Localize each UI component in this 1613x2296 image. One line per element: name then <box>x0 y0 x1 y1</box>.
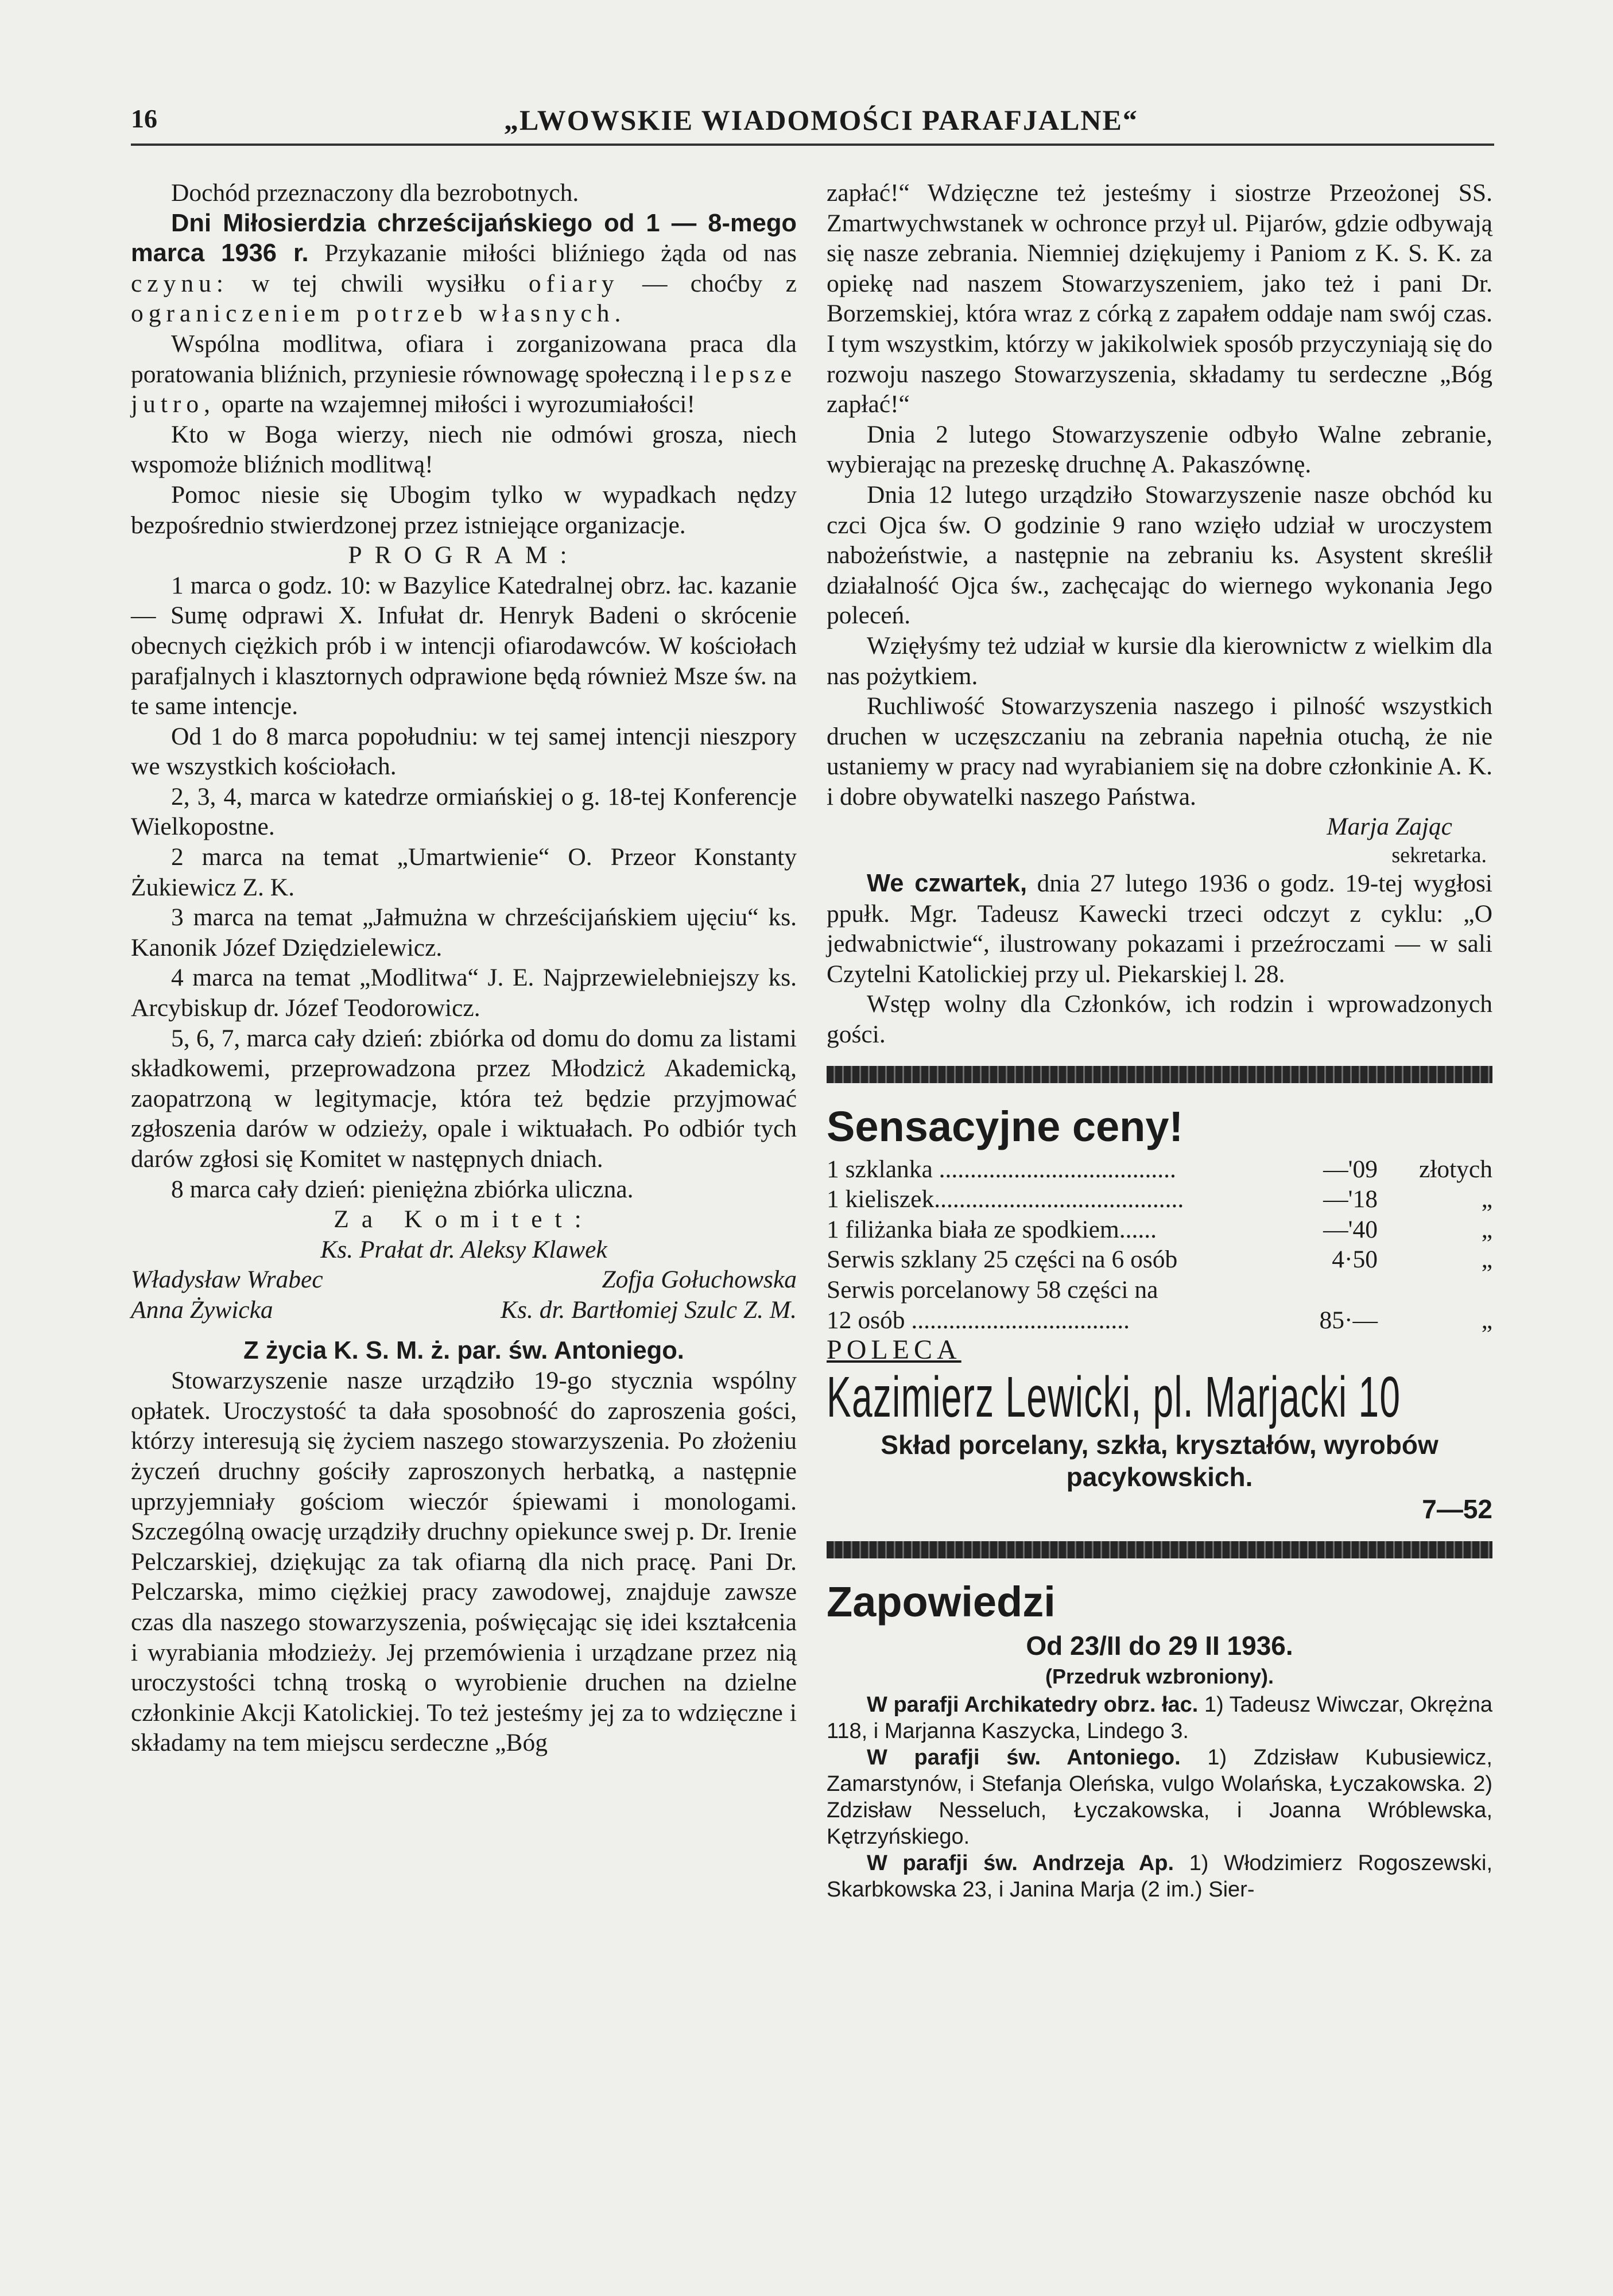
paragraph: Ruchliwość Stowarzyszenia naszego i pilność wszystkich druchen w uczęszczaniu na zebrania napełnia otuchą, że nie ustaniemy w pracy nad wyrabianiem się na dobre członkinie A. K. i dobre obywatelki naszego Państwa. <box>827 692 1492 810</box>
price-row <box>827 1305 1492 1336</box>
price-row <box>827 1275 1492 1305</box>
spaced-text: ofiary <box>528 269 619 297</box>
price-row <box>827 1184 1492 1215</box>
paragraph: Dnia 12 lutego urządziło Stowarzyszenie nasze obchód ku czci Ojca św. O godzinie 9 rano wzięło udział w uroczystem nabożeństwie, a następnie na zebraniu ks. Asystent skreślił działalność Ojca św., zachęcając do wiernego wykonania Jego poleceń. <box>827 480 1492 630</box>
paragraph: Dochód przeznaczony dla bezrobotnych. <box>171 179 579 207</box>
item-unit: „ <box>1481 1185 1492 1213</box>
ad-code: 7—52 <box>1422 1494 1492 1524</box>
text: oparte na wzajemnej miłości i wyrozumiałości! <box>215 390 695 418</box>
paragraph <box>131 208 797 329</box>
announcements-dates: Od 23/II do 29 II 1936. <box>1026 1630 1293 1661</box>
signature-row <box>131 1265 797 1295</box>
item-unit: „ <box>1481 1306 1492 1334</box>
paragraph: 3 marca na temat „Jałmużna w chrześcijańskiem ujęciu“ ks. Kanonik Józef Dziędzielewicz. <box>131 903 797 961</box>
paragraph: 4 marca na temat „Modlitwa“ J. E. Najprzewielebniejszy ks. Arcybiskup dr. Józef Teodorowicz. <box>131 964 797 1022</box>
paragraph: 2 marca na temat „Umartwienie“ O. Przeor Konstanty Żukiewicz Z. K. <box>131 843 797 901</box>
item-name: 1 filiżanka biała ze spodkiem...... <box>827 1215 1157 1243</box>
item-price <box>1280 1275 1378 1305</box>
signature: Marja Zając <box>1327 813 1452 841</box>
text: Wspólna modlitwa, ofiara i zorganizowana praca dla poratowania bliźnich, przyniesie równowagę społeczną i <box>131 329 797 388</box>
parish-name: W parafji św. Antoniego. <box>867 1746 1181 1770</box>
paragraph: Dnia 2 lutego Stowarzyszenie odbyło Walne zebranie, wybierając na prezeskę druchnę A. Pakaszównę. <box>827 420 1492 479</box>
item-name: Serwis porcelanowy 58 części na <box>827 1276 1158 1304</box>
paragraph: Stowarzyszenie nasze urządziło 19-go stycznia wspólny opłatek. Uroczystość ta dała sposobność do zaproszenia gości, którzy interesują się życiem naszego stowarzyszenia. Po złożeniu życzeń druchny gościły zaproszonych herbatką, a następnie uprzyjemniały gościom wieczór śpiewami i monologami. Szczególną owację urządziły druchny opiekunce swej p. Dr. Irenie Pelczarskiej, dziękując za tak ofiarną dla nich pracę. Pani Dr. Pelczarska, mimo ciężkiej pracy zawodowej, znajduje zawsze czas dla naszego stowarzyszenia, poświęcając się idei kształcenia i wyrabiania młodzieży. Jej przemówienia i urządzane przez nią uroczystości tchną troską o wyrobienie druchen na dzielne członkinie Akcji Katolickiej. To też jesteśmy jej za to wdzięczne i składamy na tem miejscu serdeczne „Bóg <box>131 1367 797 1757</box>
item-price: —'40 <box>1323 1215 1378 1243</box>
item-price: —'09 <box>1323 1155 1378 1183</box>
signature: Zofja Gołuchowska <box>602 1266 797 1294</box>
text: 1) Włodzimierz Rogoszewski, Skarbkowska 23, i Janina Marja (2 im.) Sier- <box>827 1851 1493 1902</box>
text: 1) Tadeusz Wiwczar, Okrężna 118, i Marjanna Kaszycka, Lindego 3. <box>827 1693 1492 1744</box>
item-name: 12 osób ................................... <box>827 1306 1130 1334</box>
announcement-entry <box>827 1692 1492 1744</box>
paragraph: 1 marca o godz. 10: w Bazylice Katedralnej obrz. łac. kazanie — Sumę odprawi X. Infułat dr. Henryk Badeni o skrócenie obecnych ciężkich prób i w intencji ofiarodawców. W kościołach parafjalnych i klasztornych odprawione będą również Msze św. na te same intencje. <box>131 571 797 720</box>
item-unit <box>1378 1275 1492 1305</box>
price-row <box>827 1154 1492 1185</box>
paragraph: 5, 6, 7, marca cały dzień: zbiórka od domu do domu za listami składkowemi, przeprowadzona przez Młodzicż Akademicką, zaopatrzoną w legitymacje, która też będzie przyjmować zgłoszenia darów w odzieży, opale i wiktuałach. Po odbiór tych darów zgłosi się Komitet w następnych dniach. <box>131 1024 797 1173</box>
divider-bar <box>827 1541 1492 1558</box>
price-row <box>827 1215 1492 1245</box>
signature: Ks. Prałat dr. Aleksy Klawek <box>320 1235 607 1263</box>
left-column <box>131 178 797 1758</box>
divider-bar <box>827 1066 1492 1083</box>
signature-role: sekretarka. <box>1391 843 1487 868</box>
program-heading: PROGRAM: <box>348 541 580 569</box>
parish-name: W parafji św. Andrzeja Ap. <box>867 1851 1174 1876</box>
signature: Ks. dr. Bartłomiej Szulc Z. M. <box>501 1296 797 1324</box>
right-column <box>827 178 1492 1903</box>
item-unit: „ <box>1481 1215 1492 1243</box>
firm-name: Kazimierz Lewicki, pl. Marjacki 10 <box>827 1364 1401 1429</box>
item-price: 4·50 <box>1332 1246 1378 1274</box>
item-price: 85·— <box>1319 1306 1378 1334</box>
item-unit: złotych <box>1418 1155 1492 1183</box>
text: dnia 27 lutego 1936 o godz. 19-tej wygłosi ppułk. Mgr. Tadeusz Kawecki trzeci odczyt z cyklu: „O jedwabnictwie“, ilustrowany pokazami i przeźroczami — w sali Czytelni Katolickiej przy ul. Piekarskiej l. 28. <box>827 870 1492 988</box>
poleca-label: POLECA <box>827 1335 961 1366</box>
signature-row <box>131 1295 797 1325</box>
spaced-text: lepsze jutro, <box>131 360 797 418</box>
text: Przykazanie miłości bliźniego żąda od nas <box>308 239 797 267</box>
spaced-text: ograniczeniem potrzeb własnych. <box>131 300 626 328</box>
text: — choćby z <box>619 269 797 297</box>
paragraph: Wstęp wolny dla Członków, ich rodzin i wprowadzonych gości. <box>827 990 1492 1049</box>
paragraph <box>131 329 797 420</box>
item-name: Serwis szklany 25 części na 6 osób <box>827 1246 1178 1274</box>
signature: Władysław Wrabec <box>131 1266 323 1294</box>
page-header <box>131 103 1494 146</box>
paragraph: Od 1 do 8 marca popołudniu: w tej samej intencji nieszpory we wszystkich kościołach. <box>131 722 797 781</box>
paragraph: Pomoc niesie się Ubogim tylko w wypadkach nędzy bezpośrednio stwierdzonej przez istniejące organizacje. <box>131 480 797 539</box>
announcement-entry <box>827 1850 1492 1903</box>
signature: Anna Żywicka <box>131 1296 273 1324</box>
parish-name: W parafji Archikatedry obrz. łac. <box>867 1693 1199 1717</box>
paragraph: 2, 3, 4, marca w katedrze ormiańskiej o g. 18-tej Konferencje Wielkopostne. <box>131 782 797 841</box>
paragraph: 8 marca cały dzień: pieniężna zbiórka uliczna. <box>171 1175 634 1203</box>
announcements-title: Zapowiedzi <box>827 1577 1056 1626</box>
headline: We czwartek, <box>867 870 1027 898</box>
paragraph: Kto w Boga wierzy, niech nie odmówi grosza, niech wspomoże bliźnich modlitwą! <box>131 420 797 479</box>
item-unit: „ <box>1481 1246 1492 1274</box>
firm-description: Skład porcelany, szkła, kryształów, wyrobów pacykowskich. <box>881 1429 1438 1492</box>
announcements-note: (Przedruk wzbroniony). <box>1045 1664 1274 1688</box>
newspaper-title: „LWOWSKIE WIADOMOŚCI PARAFJALNE“ <box>504 104 1138 136</box>
item-name: 1 kieliszek........................................ <box>827 1185 1184 1213</box>
spaced-text: czynu: <box>131 269 228 297</box>
announcement-entry <box>827 1744 1492 1850</box>
section-heading: Z życia K. S. M. ż. par. św. Antoniego. <box>243 1336 684 1364</box>
text: 1) Zdzisław Kubusiewicz, Zamarstynów, i Stefanja Oleńska, vulgo Wolańska, Łyczakowska. 2) Zdzisław Nesseluch, Łyczakowska, i Joanna Wróblewska, Kętrzyńskiego. <box>827 1746 1492 1849</box>
headline: Dni Miłosierdzia chrześcijańskiego od 1 — 8-mego marca 1936 r. <box>131 209 797 267</box>
text: w tej chwili wysiłku <box>228 269 529 297</box>
page-number: 16 <box>131 104 157 133</box>
committee-heading: Za Komitet: <box>334 1205 594 1234</box>
price-row <box>827 1244 1492 1275</box>
ad-title: Sensacyjne ceny! <box>827 1102 1184 1150</box>
paragraph <box>827 868 1492 989</box>
paragraph: Wzięłyśmy też udział w kursie dla kierownictw z wielkim dla nas pożytkiem. <box>827 631 1492 690</box>
item-name: 1 szklanka ...................................... <box>827 1155 1176 1183</box>
item-price: —'18 <box>1323 1185 1378 1213</box>
paragraph: zapłać!“ Wdzięczne też jesteśmy i siostrze Przeożonej SS. Zmartwychwstanek w ochronce przył ul. Pijarów, gdzie odbywają się nasze zebrania. Niemniej dziękujemy i Paniom z K. S. K. za opiekę nad naszem Stowarzyszeniem, jako też i pani Dr. Borzemskiej, która wraz z córką z zapałem oddaje nam swój czas. I tym wszystkim, którzy w jakikolwiek sposób przyczyniają się do rozwoju naszego Stowarzyszenia, składamy tu serdeczne „Bóg zapłać!“ <box>827 179 1492 418</box>
price-list <box>827 1154 1492 1336</box>
